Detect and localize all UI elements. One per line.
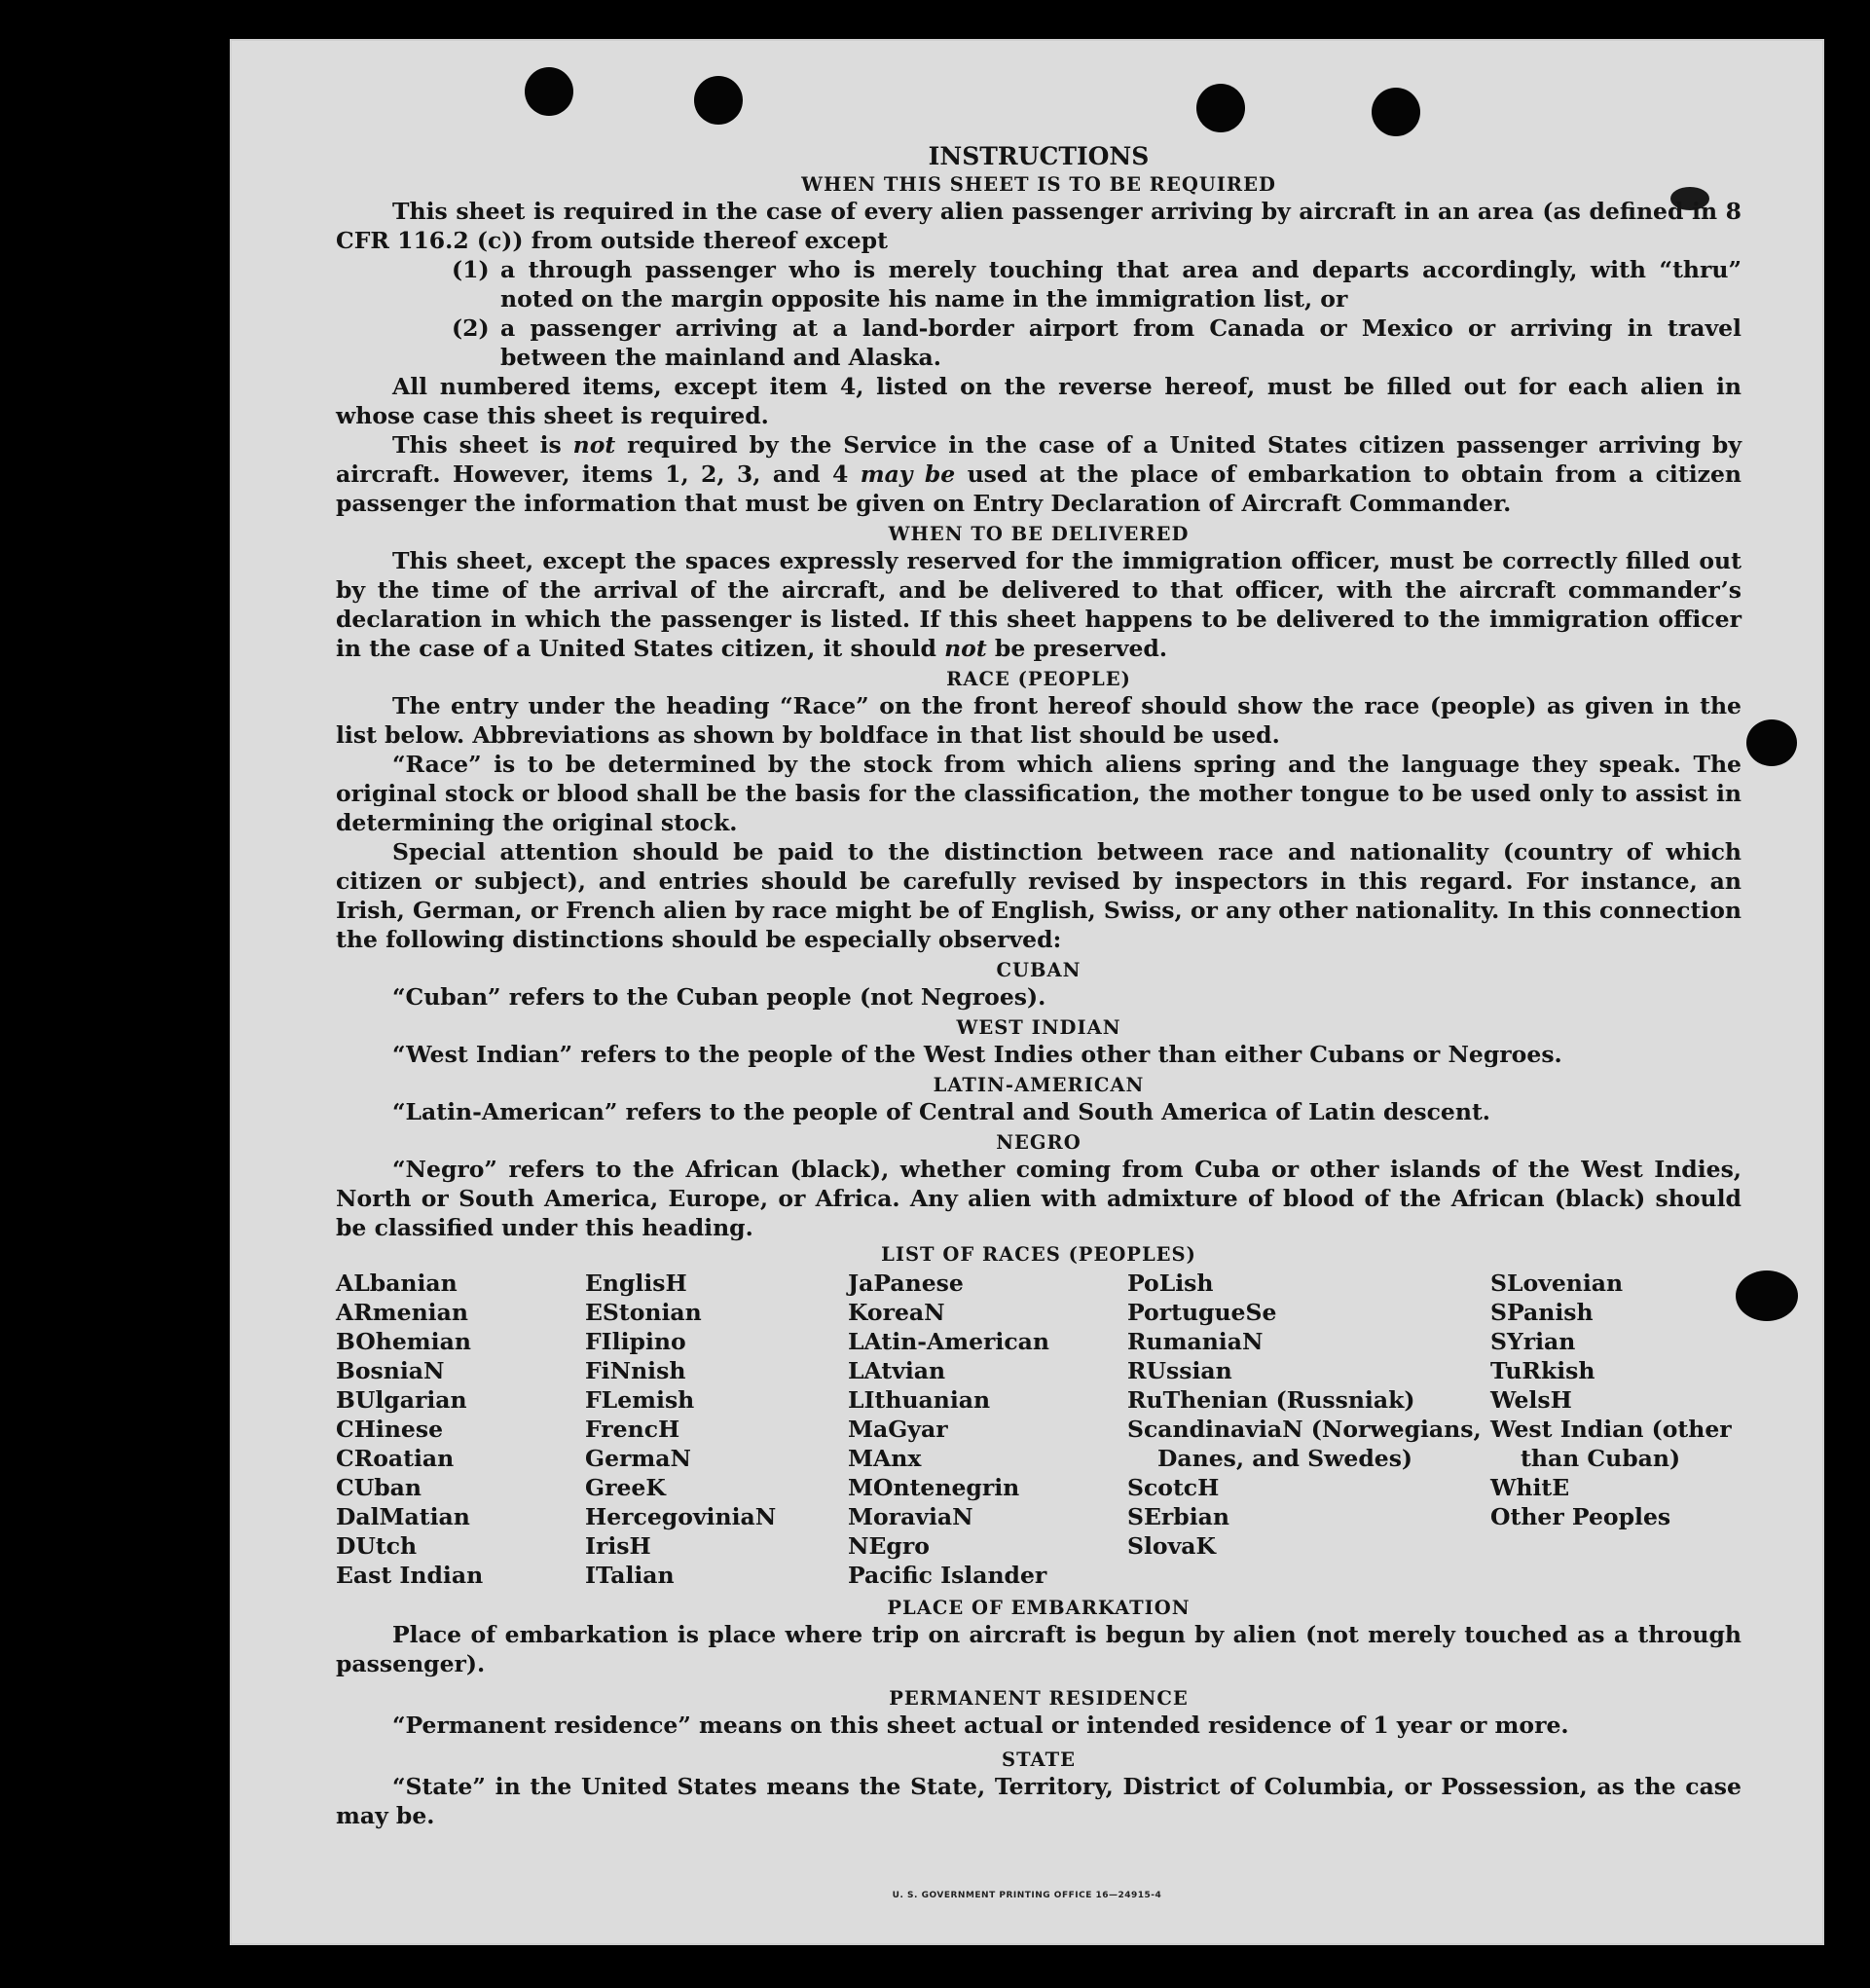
race-entry: LAtin-American [848,1328,1049,1355]
race-entry: FiNnish [585,1357,686,1384]
page-title: INSTRUCTIONS [928,142,1150,170]
definition-text: “Negro” refers to the African (black), whether coming from Cuba or other islands of the West Indies, North or South America, Europe, or Africa. Any alien with admixture of blood of the African (black) should be classified under this heading. [336,1156,1742,1241]
race-entry: RuThenian (Russniak) [1127,1386,1415,1414]
definition-text: “Latin-American” refers to the people of Central and South America of Latin descent. [392,1098,1490,1125]
race-entry: West Indian (other than Cuban) [1490,1416,1732,1472]
race-entry: ITalian [585,1562,675,1589]
race-entry: FLemish [585,1386,695,1414]
text-run: The entry under the heading “Race” on the front hereof should show the race (people) as given in the list below. Abbreviations as shown by [336,692,1742,749]
paragraph: All numbered items, except item 4, listed on the reverse hereof, must be filled out for each alien in whose case this sheet is required. [336,373,1742,429]
heading-when-required: WHEN THIS SHEET IS TO BE REQUIRED [801,173,1276,196]
race-entry: SErbian [1127,1503,1229,1530]
race-entry: Other Peoples [1490,1503,1671,1530]
punch-hole [1372,88,1420,136]
exception-text: a through passenger who is merely touching that area and departs accordingly, with “thru” noted on the margin opposite his name in the immigration list, or [500,256,1742,313]
race-entry: IrisH [585,1532,651,1560]
bold-run: boldface [819,721,929,749]
race-entry: GermaN [585,1445,691,1472]
text-run: required by the Service in the case of a United States citizen passenger arriving by aircraft. However, items 1, 2, 3, and 4 [336,431,1742,488]
race-entry: MOntenegrin [848,1474,1020,1501]
race-entry: GreeK [585,1474,666,1501]
race-entry: WhitE [1490,1474,1570,1501]
text-run: used at the place of embarkation to obtain from a citizen passenger the information that must be given on Entry Declaration of Aircraft Commander. [336,460,1742,517]
italic-run: not [572,431,616,459]
paragraph: “Race” is to be determined by the stock from which aliens spring and the language they speak. The original stock or blood shall be the basis for the classification, the mother tongue to be used only to assist in determining the original stock. [336,751,1742,836]
races-column [1490,1269,1742,1590]
race-entry: CUban [336,1474,422,1501]
text-run: This sheet is [392,431,573,459]
heading-permanent-residence: PERMANENT RESIDENCE [889,1687,1189,1710]
race-entry: FrencH [585,1416,680,1443]
race-entry: CRoatian [336,1445,455,1472]
race-entry: DalMatian [336,1503,470,1530]
paragraph: Special attention should be paid to the distinction between race and nationality (country of which citizen or subject), and entries should be carefully revised by inspectors in this regard. For instance, an Irish, German, or French alien by race might be of English, Swiss, or any other nationality. In this connection the following distinctions should be especially observed: [336,838,1742,953]
race-entry: BOhemian [336,1328,471,1355]
heading-race: RACE (PEOPLE) [946,668,1131,690]
race-entry: PoLish [1127,1270,1214,1297]
punch-hole [1736,1270,1798,1321]
heading-state: STATE [1002,1749,1076,1771]
definition-text: “West Indian” refers to the people of the West Indies other than either Cubans or Negroes. [392,1041,1562,1068]
race-entry: JaPanese [848,1270,964,1297]
exception-item [452,255,1742,313]
heading-when-delivered: WHEN TO BE DELIVERED [888,523,1190,545]
instructions-body [336,141,1742,1830]
heading-cuban: CUBAN [996,959,1082,981]
heading-negro: NEGRO [996,1131,1082,1154]
race-entry: CHinese [336,1416,444,1443]
paragraph: “State” in the United States means the State, Territory, District of Columbia, or Possession, as the case may be. [336,1773,1742,1829]
race-entry: BosniaN [336,1357,445,1384]
heading-list-of-races: LIST OF RACES (PEOPLES) [881,1243,1196,1266]
race-entry: LAtvian [848,1357,946,1384]
race-entry: RumaniaN [1127,1328,1264,1355]
race-entry: MAnx [848,1445,922,1472]
printer-imprint: U. S. GOVERNMENT PRINTING OFFICE 16—24915-4 [892,1891,1162,1900]
text-run: be preserved. [986,635,1168,662]
exception-text: a passenger arriving at a land-border airport from Canada or Mexico or arriving in travel between the mainland and Alaska. [500,314,1742,371]
race-entry: LIthuanian [848,1386,991,1414]
text-run: in that list should be used. [928,721,1280,749]
race-entry: SPanish [1490,1299,1594,1326]
race-entry: ScotcH [1127,1474,1220,1501]
race-entry: WelsH [1490,1386,1572,1414]
races-column [848,1269,1127,1590]
races-list [336,1269,1742,1590]
race-entry: SlovaK [1127,1532,1216,1560]
race-entry: SLovenian [1490,1270,1624,1297]
race-entry: TuRkish [1490,1357,1595,1384]
race-entry: PortugueSe [1127,1299,1277,1326]
paragraph: This sheet is required in the case of every alien passenger arriving by aircraft in an area (as defined in 8 CFR 116.2 (c)) from outside thereof except [336,198,1742,254]
paragraph: Place of embarkation is place where trip on aircraft is begun by alien (not merely touched as a through passenger). [336,1621,1742,1677]
punch-hole [1196,84,1245,132]
heading-west-indian: WEST INDIAN [956,1016,1121,1039]
race-entry: SYrian [1490,1328,1576,1355]
exception-item [452,313,1742,372]
race-entry: RUssian [1127,1357,1232,1384]
race-entry: HercegoviniaN [585,1503,777,1530]
italic-run: not [944,635,987,662]
text-run: This sheet, except the spaces expressly reserved for the immigration officer, must be correctly filled out by the time of the arrival of the aircraft, and be delivered to that officer, with the aircraft commander’s declaration in which the passenger is listed. If this sheet happens to be delivered to the immigration officer in the case of a United States citizen, it should [336,547,1742,662]
race-entry: ScandinaviaN (Norwegians, Danes, and Swedes) [1127,1416,1482,1472]
race-entry: BUlgarian [336,1386,467,1414]
race-entry: East Indian [336,1562,484,1589]
race-entry: Pacific Islander [848,1562,1047,1589]
races-column [336,1269,585,1590]
race-entry: MaGyar [848,1416,948,1443]
punch-hole [694,76,743,125]
paragraph [336,691,1742,750]
races-column [585,1269,848,1590]
heading-place-of-embarkation: PLACE OF EMBARKATION [887,1597,1191,1619]
race-entry: EStonian [585,1299,702,1326]
races-column [1127,1269,1490,1590]
definition-text: “Cuban” refers to the Cuban people (not Negroes). [392,983,1046,1011]
race-entry: EnglisH [585,1270,687,1297]
race-entry: KoreaN [848,1299,945,1326]
exception-number: (2) [452,314,490,342]
italic-run: may be [860,460,956,488]
race-entry: NEgro [848,1532,930,1560]
paragraph [336,430,1742,518]
race-entry: ALbanian [336,1270,458,1297]
heading-latin-american: LATIN-AMERICAN [933,1074,1145,1096]
document-page [230,39,1824,1945]
paragraph: “Permanent residence” means on this sheet actual or intended residence of 1 year or more. [392,1712,1569,1739]
exception-number: (1) [452,256,490,283]
race-entry: FIlipino [585,1328,686,1355]
race-entry: DUtch [336,1532,418,1560]
race-entry: MoraviaN [848,1503,973,1530]
paragraph [336,546,1742,663]
punch-hole [1746,719,1797,766]
race-entry: ARmenian [336,1299,468,1326]
punch-hole [525,67,573,116]
